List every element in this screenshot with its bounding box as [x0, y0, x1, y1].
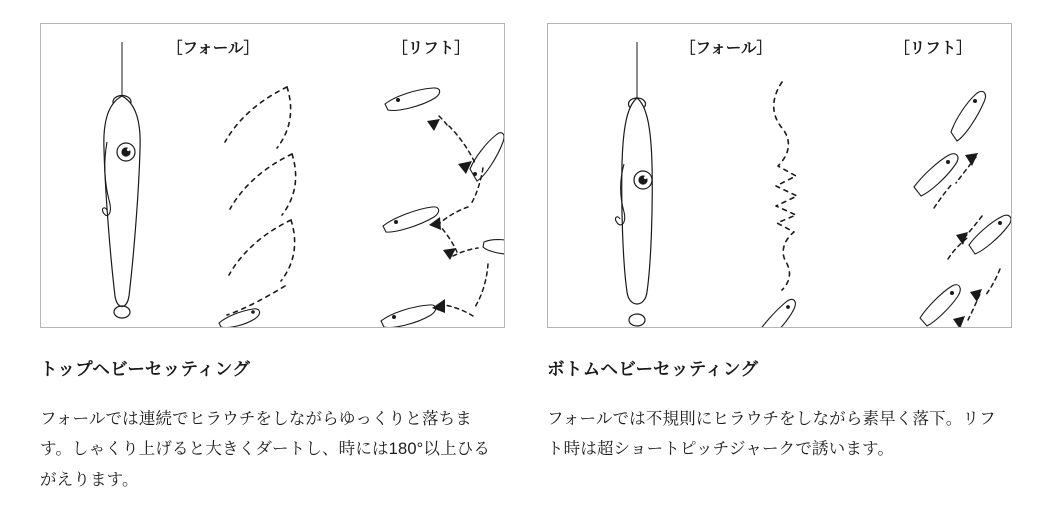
jig-fall-small: [219, 309, 260, 327]
lift-jig-1: [385, 88, 440, 110]
caption-body-bottom-heavy: フォールでは不規則にヒラウチをしながら素早く落下。リフト時は超ショートピッチジャークで誘います。: [547, 409, 996, 459]
caption-title-top-heavy: トップヘビーセッティング: [40, 359, 251, 379]
lift-jig-2: [470, 133, 504, 181]
panel-bottom-heavy: [547, 0, 1017, 465]
figure-top-heavy: [40, 23, 505, 328]
lift-jig-4: [483, 240, 504, 255]
label-fall: ［フォール］: [680, 40, 772, 57]
label-fall: ［フォール］: [167, 40, 259, 57]
label-lift: ［リフト］: [894, 40, 972, 57]
panel-top-heavy: [40, 0, 510, 495]
caption-title-bottom-heavy: ボトムヘビーセッティング: [547, 359, 759, 379]
fall-path-top-heavy: [225, 87, 296, 315]
jig-fall-small-bottom: [754, 299, 795, 327]
caption-body-top-heavy: フォールでは連続でヒラウチをしながらゆっくりと落ちます。しゃくり上げると大きくダートし、時には180°以上ひるがえります。: [40, 409, 491, 489]
lift-jig-3: [383, 207, 439, 232]
label-lift: ［リフト］: [392, 40, 470, 57]
lift-sequence-top-heavy: [381, 88, 504, 327]
jig-main-bottom-heavy: [615, 42, 652, 326]
lift-jig-3: [969, 215, 1011, 254]
lift-sequence-bottom-heavy: [914, 91, 1011, 327]
lift-jig-1: [951, 91, 985, 141]
jig-main-top-heavy: [102, 42, 140, 318]
figure-bottom-heavy: [547, 23, 1012, 328]
fall-path-bottom-heavy: [774, 82, 797, 290]
lift-jig-5: [381, 305, 436, 327]
lift-jig-2: [914, 154, 958, 196]
